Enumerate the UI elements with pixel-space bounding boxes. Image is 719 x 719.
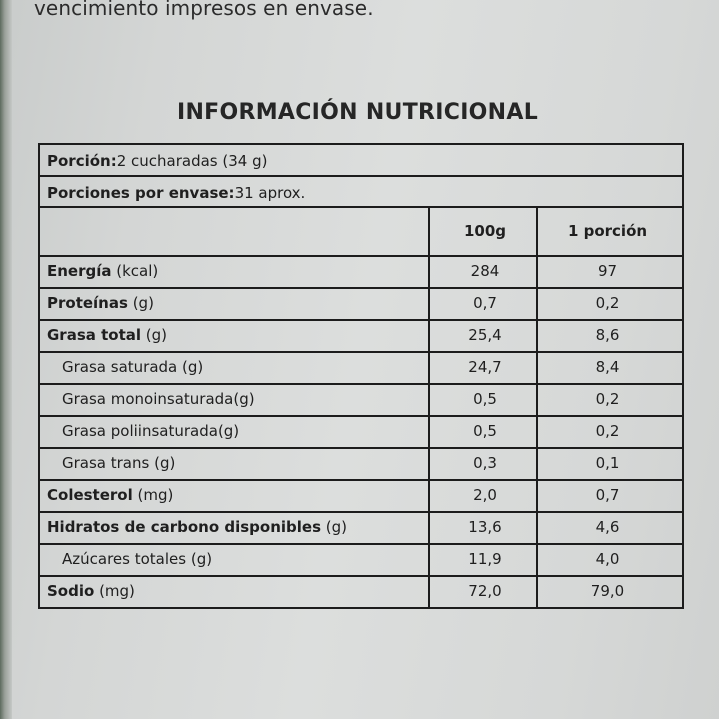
nutrient-unit: (g) bbox=[127, 294, 154, 312]
nutrient-label bbox=[40, 353, 430, 383]
nutrition-table bbox=[38, 143, 684, 609]
nutrient-name: Grasa monoinsaturada bbox=[62, 390, 234, 408]
nutrient-label bbox=[40, 513, 430, 543]
nutrient-row bbox=[40, 545, 682, 577]
serving-size-row bbox=[40, 145, 682, 177]
nutrient-row bbox=[40, 321, 682, 353]
nutrient-row bbox=[40, 481, 682, 513]
nutrient-name: Hidratos de carbono disponibles bbox=[47, 518, 322, 536]
column-header-row bbox=[40, 208, 682, 257]
nutrient-unit: (mg) bbox=[132, 486, 174, 504]
nutrient-rows bbox=[40, 257, 682, 607]
serving-size-value: 2 cucharadas (34 g) bbox=[116, 152, 268, 170]
value-per-serving: 79,0 bbox=[590, 582, 625, 600]
nutrient-label bbox=[40, 577, 430, 607]
value-per-100g: 13,6 bbox=[430, 513, 538, 543]
nutrient-unit: (g) bbox=[233, 390, 255, 408]
value-per-serving: 0,7 bbox=[595, 486, 620, 504]
value-per-100g: 0,5 bbox=[430, 385, 538, 415]
value-per-100g: 72,0 bbox=[430, 577, 538, 607]
servings-per-container-label: Porciones por envase: bbox=[47, 184, 235, 202]
nutrient-name: Energía bbox=[47, 262, 112, 280]
nutrient-name: Colesterol bbox=[47, 486, 133, 504]
value-per-serving: 8,6 bbox=[595, 326, 620, 344]
value-per-serving: 0,2 bbox=[595, 294, 620, 312]
nutrient-unit: (g) bbox=[149, 454, 176, 472]
column-header-nutrient bbox=[40, 208, 430, 255]
nutrient-row bbox=[40, 257, 682, 289]
nutrient-label bbox=[40, 481, 430, 511]
intro-text: vencimiento impresos en envase. bbox=[34, 0, 374, 20]
nutrient-name: Sodio bbox=[47, 582, 95, 600]
value-per-serving: 0,2 bbox=[595, 390, 620, 408]
nutrient-name: Proteínas bbox=[47, 294, 128, 312]
value-per-100g: 284 bbox=[430, 257, 538, 287]
nutrient-row bbox=[40, 385, 682, 417]
nutrient-unit: (mg) bbox=[94, 582, 135, 600]
nutrient-row bbox=[40, 577, 682, 607]
nutrient-name: Grasa poliinsaturada bbox=[62, 422, 218, 440]
nutrient-unit: (kcal) bbox=[111, 262, 159, 280]
servings-per-container-row bbox=[40, 177, 682, 208]
nutrient-label bbox=[40, 417, 430, 447]
value-per-serving: 0,2 bbox=[595, 422, 620, 440]
nutrient-unit: (g) bbox=[186, 550, 213, 568]
nutrient-name: Grasa saturada bbox=[62, 358, 178, 376]
value-per-serving: 8,4 bbox=[595, 358, 620, 376]
nutrient-label bbox=[40, 321, 430, 351]
value-per-100g: 25,4 bbox=[430, 321, 538, 351]
nutrient-label bbox=[40, 449, 430, 479]
nutrient-row bbox=[40, 289, 682, 321]
serving-size-label: Porción: bbox=[47, 152, 117, 170]
value-per-serving: 97 bbox=[597, 262, 618, 280]
nutrient-name: Grasa trans bbox=[62, 454, 150, 472]
servings-per-container-value: 31 aprox. bbox=[234, 184, 306, 202]
nutrient-row bbox=[40, 513, 682, 545]
column-header-100g: 100g bbox=[430, 208, 538, 255]
value-per-100g: 24,7 bbox=[430, 353, 538, 383]
value-per-serving: 0,1 bbox=[595, 454, 620, 472]
nutrient-name: Grasa total bbox=[47, 326, 142, 344]
nutrient-row bbox=[40, 417, 682, 449]
nutrient-unit: (g) bbox=[321, 518, 348, 536]
nutrient-name: Azúcares totales bbox=[62, 550, 187, 568]
nutrient-unit: (g) bbox=[217, 422, 240, 440]
nutrient-label bbox=[40, 545, 430, 575]
nutrient-unit: (g) bbox=[177, 358, 204, 376]
value-per-100g: 0,3 bbox=[430, 449, 538, 479]
value-per-100g: 2,0 bbox=[430, 481, 538, 511]
value-per-100g: 0,5 bbox=[430, 417, 538, 447]
nutrition-title bbox=[0, 100, 719, 125]
nutrient-unit: (g) bbox=[141, 326, 168, 344]
nutrient-label bbox=[40, 257, 430, 287]
value-per-100g: 0,7 bbox=[430, 289, 538, 319]
value-per-100g: 11,9 bbox=[430, 545, 538, 575]
value-per-serving: 4,0 bbox=[595, 550, 620, 568]
value-per-serving: 4,6 bbox=[595, 518, 620, 536]
nutrient-label bbox=[40, 385, 430, 415]
nutrition-title-text: INFORMACIÓN NUTRICIONAL bbox=[176, 100, 539, 125]
nutrient-label bbox=[40, 289, 430, 319]
nutrient-row bbox=[40, 353, 682, 385]
column-header-per-serving: 1 porción bbox=[567, 222, 648, 240]
nutrient-row bbox=[40, 449, 682, 481]
